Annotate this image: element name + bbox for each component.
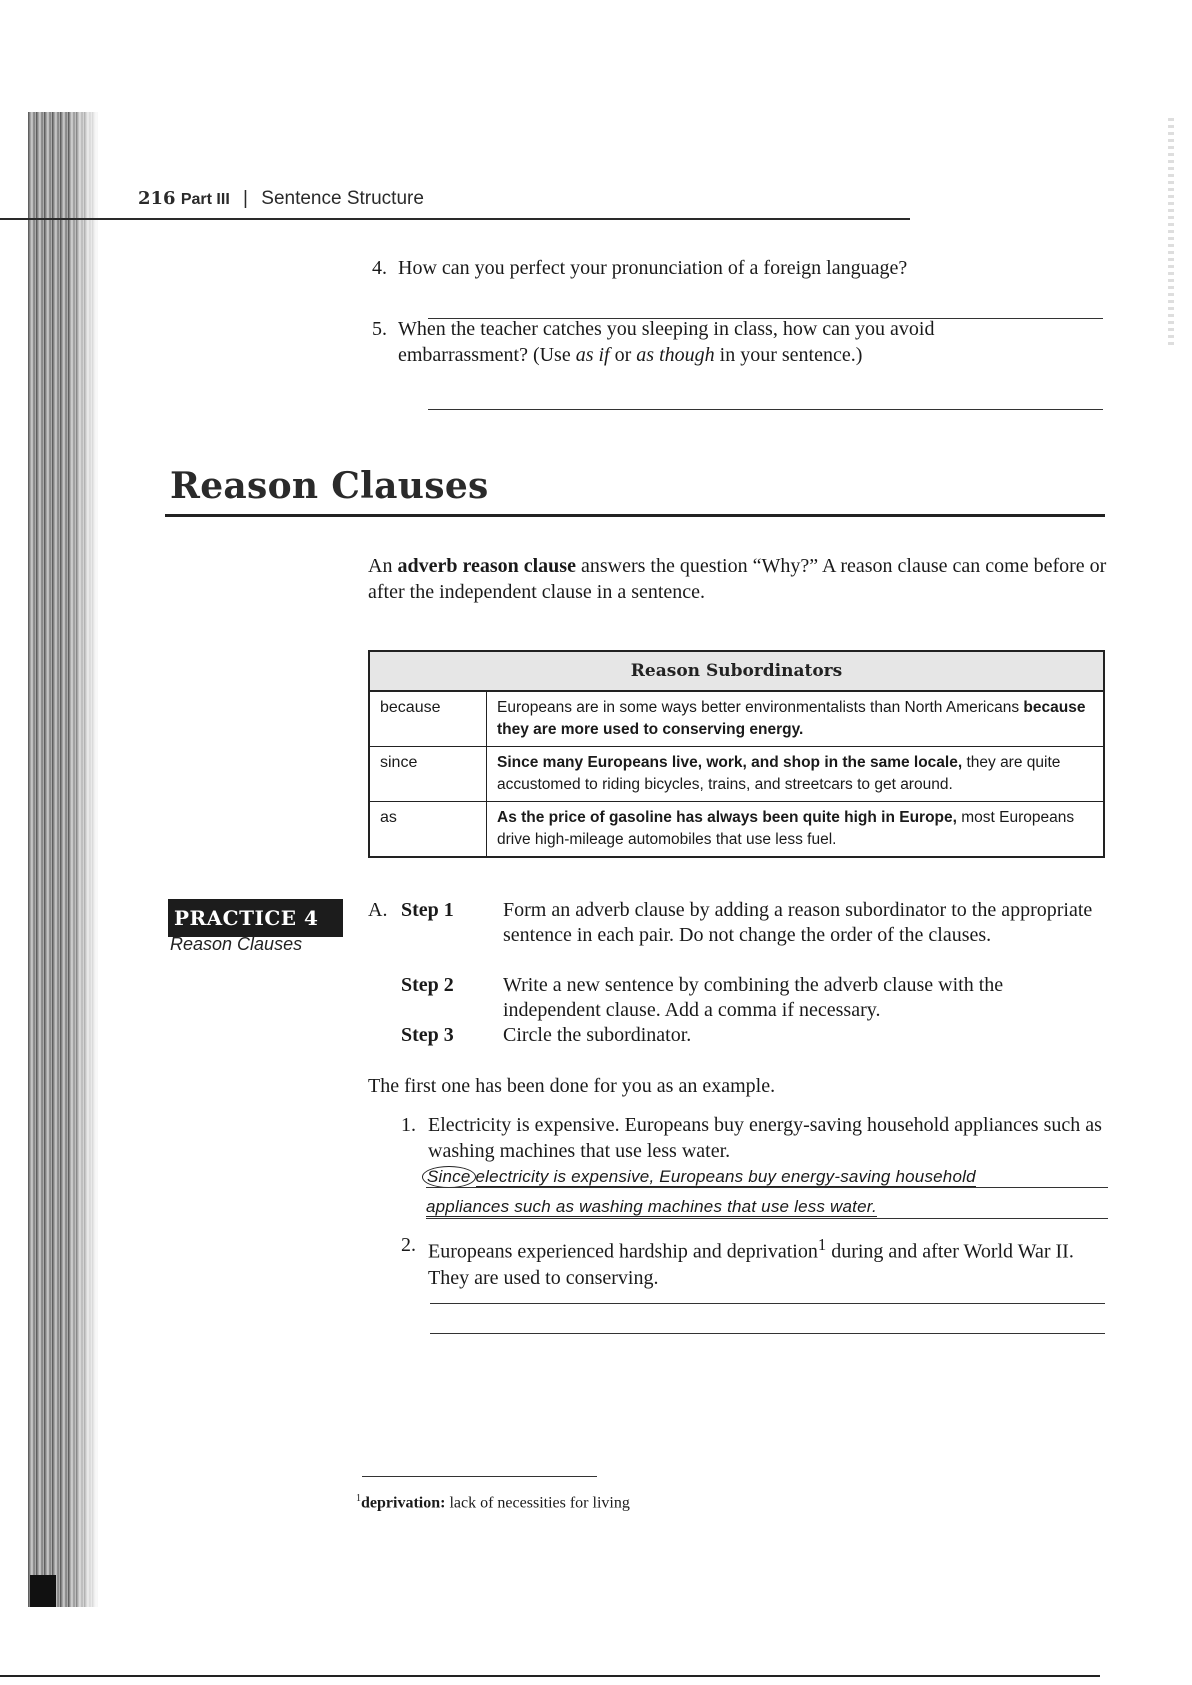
circled-subordinator: Since bbox=[422, 1166, 476, 1188]
question-text: When the teacher catches you sleeping in class, how can you avoid bbox=[398, 318, 935, 340]
question-text-cont: in your sentence.) bbox=[714, 344, 863, 366]
emphasis-as-though: as though bbox=[636, 344, 715, 366]
scanned-book-spine bbox=[28, 112, 98, 1607]
answer-text: appliances such as washing machines that use less water. bbox=[426, 1197, 877, 1216]
example-plain: they are quite accustomed to riding bicycles, trains, and streetcars to get around. bbox=[497, 754, 1061, 793]
example-sentence bbox=[487, 691, 1105, 747]
example-sentence bbox=[487, 747, 1105, 802]
emphasis-as-if: as if bbox=[575, 344, 610, 366]
part-label: Part III bbox=[180, 191, 230, 208]
exercise-item-2 bbox=[401, 1232, 1108, 1291]
answer-line-1b[interactable] bbox=[426, 1218, 1108, 1219]
example-sentence bbox=[487, 802, 1105, 858]
section-intro bbox=[368, 553, 1108, 605]
example-bold: As the price of gasoline has always been quite high in Europe, bbox=[497, 809, 957, 826]
section-title: Reason Clauses bbox=[170, 465, 489, 507]
intro-text: answers the question “Why?” A reason clause can come before or after the independent clause in a sentence. bbox=[368, 555, 1107, 603]
answer-line-2b[interactable] bbox=[430, 1333, 1105, 1334]
footnote-mark: 1 bbox=[356, 1493, 361, 1504]
answer-text: electricity is expensive, Europeans buy energy-saving household bbox=[475, 1167, 976, 1186]
table-header-row bbox=[369, 651, 1104, 691]
step-label: Step 2 bbox=[401, 974, 454, 996]
header-separator: | bbox=[243, 188, 248, 209]
item-text-cont: during and after World War II. They are used to conserving. bbox=[428, 1240, 1074, 1289]
page-number: 216 bbox=[138, 188, 176, 209]
question-5 bbox=[372, 316, 1098, 368]
item-text: Europeans experienced hardship and deprivation bbox=[428, 1240, 818, 1263]
question-4 bbox=[372, 255, 1098, 281]
intro-text: An bbox=[368, 555, 398, 577]
example-plain: most Europeans drive high-mileage automobiles that use less fuel. bbox=[497, 809, 1075, 848]
step-text: Form an adverb clause by adding a reason subordinator to the appropriate sentence in each pair. Do not change the order of the clauses. bbox=[503, 899, 1093, 946]
chapter-title: Sentence Structure bbox=[261, 188, 424, 209]
header-rule bbox=[0, 218, 910, 220]
handwritten-answer-line-2 bbox=[426, 1197, 877, 1217]
answer-line-2a[interactable] bbox=[430, 1303, 1105, 1304]
example-bold: because they are more used to conserving energy. bbox=[497, 699, 1086, 738]
scan-edge-noise bbox=[1168, 118, 1174, 348]
step-text: Write a new sentence by combining the adverb clause with the independent clause. Add a comma if necessary. bbox=[503, 974, 1004, 1021]
table-row bbox=[369, 802, 1104, 858]
scan-bottom-edge bbox=[0, 1675, 1100, 1677]
step-label: Step 1 bbox=[401, 899, 454, 921]
subordinator-word: as bbox=[369, 802, 487, 858]
question-number: 4. bbox=[372, 257, 387, 279]
step-text: Circle the subordinator. bbox=[503, 1024, 692, 1046]
item-text: Electricity is expensive. Europeans buy energy-saving household appliances such as washing machines that use less water. bbox=[428, 1114, 1102, 1162]
answer-line-5[interactable] bbox=[428, 409, 1103, 410]
example-bold: Since many Europeans live, work, and shop in the same locale, bbox=[497, 754, 963, 771]
footnote-rule bbox=[362, 1476, 597, 1477]
example-note: The first one has been done for you as an example. bbox=[368, 1075, 776, 1097]
answer-line-1a[interactable] bbox=[426, 1187, 1108, 1188]
scan-shadow bbox=[30, 1575, 56, 1607]
running-head bbox=[138, 188, 424, 210]
exercise-item-1 bbox=[401, 1112, 1108, 1164]
part-label: A. bbox=[368, 899, 388, 921]
reason-subordinators-table bbox=[368, 650, 1105, 858]
footnote-term: deprivation: bbox=[361, 1494, 446, 1512]
question-text-cont: or bbox=[609, 344, 637, 366]
table-row bbox=[369, 691, 1104, 747]
item-number: 2. bbox=[401, 1234, 416, 1256]
practice-badge: PRACTICE 4 bbox=[168, 899, 343, 937]
question-text-cont: embarrassment? (Use bbox=[398, 344, 576, 366]
table-title: Reason Subordinators bbox=[369, 651, 1104, 691]
intro-key-term: adverb reason clause bbox=[397, 555, 576, 577]
footnote-definition: lack of necessities for living bbox=[445, 1494, 630, 1512]
step-label: Step 3 bbox=[401, 1024, 454, 1046]
practice-subtitle: Reason Clauses bbox=[170, 934, 303, 954]
question-number: 5. bbox=[372, 318, 387, 340]
footnote bbox=[356, 1493, 630, 1512]
section-rule bbox=[165, 514, 1105, 517]
subordinator-word: since bbox=[369, 747, 487, 802]
example-plain: Europeans are in some ways better environmentalists than North Americans bbox=[497, 699, 1024, 716]
footnote-ref: 1 bbox=[817, 1235, 827, 1254]
question-text: How can you perfect your pronunciation of a foreign language? bbox=[398, 257, 908, 279]
item-number: 1. bbox=[401, 1114, 416, 1136]
subordinator-word: because bbox=[369, 691, 487, 747]
handwritten-answer-line-1 bbox=[426, 1166, 976, 1188]
table-row bbox=[369, 747, 1104, 802]
